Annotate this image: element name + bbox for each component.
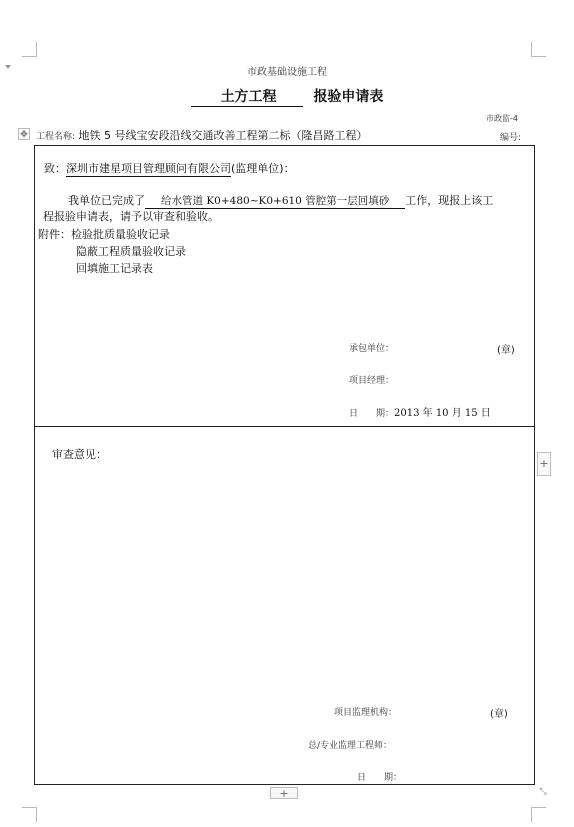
contractor-seal: (章)	[497, 345, 515, 356]
review-label: 审查意见：	[52, 448, 107, 461]
attach-label: 附件：	[38, 228, 71, 241]
contractor-label: 承包单位：	[349, 344, 395, 354]
date-row-1	[349, 404, 491, 419]
number-label: 编号:	[500, 133, 522, 143]
crop-mark-top-right	[531, 42, 546, 57]
pm-label: 项目经理：	[349, 376, 395, 386]
body-suffix: 工作，现报上该工	[405, 194, 494, 207]
attachment-row-3	[38, 260, 186, 277]
supervisor-org-label: 项目监理机构：	[334, 708, 398, 718]
body-prefix: 我单位已完成了	[68, 194, 145, 207]
table-resize-handle[interactable]: ⤡	[539, 787, 547, 797]
form-code: 市政监-4	[486, 114, 518, 123]
attachment-row-2	[38, 243, 186, 260]
attachment-item: 回填施工记录表	[76, 262, 153, 275]
review-section	[34, 427, 535, 785]
work-item: 给水管道 K0+480~K0+610 管腔第一层回填砂	[145, 193, 405, 209]
add-row-button[interactable]: +	[270, 787, 298, 799]
attachment-row-1	[38, 226, 186, 243]
body-line-2: 程报验申请表，请予以审查和验收。	[43, 210, 219, 223]
attachment-item: 隐蔽工程质量验收记录	[76, 245, 186, 258]
to-label: 致：	[44, 162, 66, 175]
date-value: 2013 年 10 月 15 日	[394, 408, 491, 419]
attachments	[38, 226, 186, 277]
crop-mark-bottom-right	[531, 807, 546, 822]
project-row	[36, 127, 368, 143]
doc-title	[0, 86, 574, 107]
project-label: 工程名称:	[36, 132, 76, 142]
table-move-handle[interactable]: ✥	[18, 128, 30, 140]
add-column-button[interactable]: +	[537, 452, 551, 476]
date-label: 日 期：	[349, 409, 395, 419]
date-label-2: 日 期：	[357, 773, 403, 783]
to-org: 深圳市建星项目管理顾问有限公司	[66, 162, 231, 175]
project-name: 地铁 5 号线宝安段沿线交通改善工程第二标（隆昌路工程）	[78, 129, 368, 142]
body-line-1	[68, 192, 493, 209]
crop-mark-bottom-left	[22, 807, 37, 822]
attachment-item: 检验批质量验收记录	[71, 228, 170, 241]
title-suffix: 报验申请表	[313, 89, 384, 105]
crop-mark-top-left	[22, 42, 37, 57]
engineer-label: 总/专业监理工程师：	[308, 741, 393, 751]
addressee-line	[44, 160, 295, 177]
title-field: 土方工程	[191, 86, 303, 107]
doc-header-small: 市政基础设施工程	[247, 67, 327, 78]
application-section	[34, 145, 535, 427]
supervisor-seal: (章)	[490, 709, 508, 720]
to-suffix: (监理单位)：	[231, 162, 295, 175]
